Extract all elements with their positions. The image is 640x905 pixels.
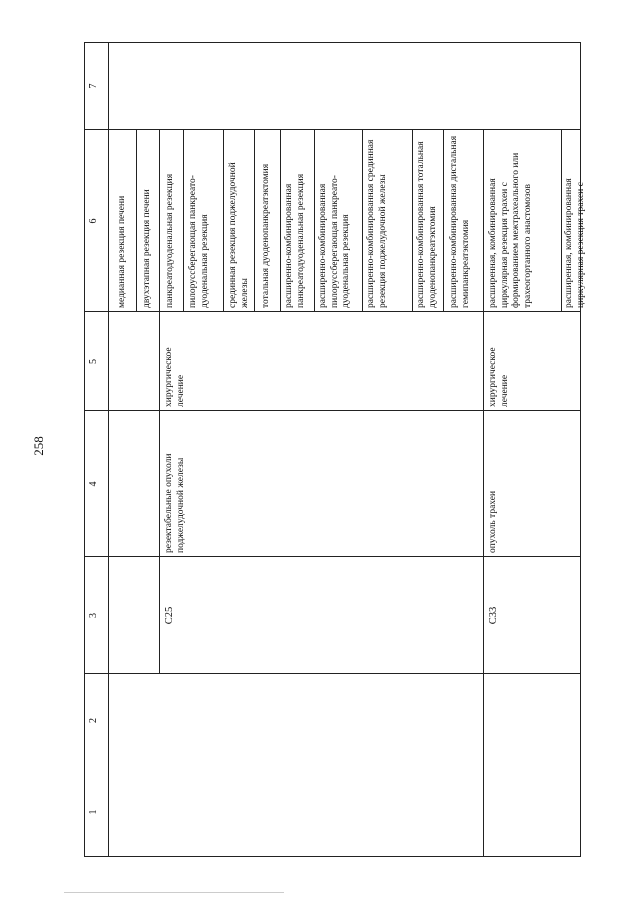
row-separator	[254, 130, 255, 312]
page-number: 258	[31, 436, 46, 456]
method-cell: пилоруссберегающая панкреато-дуоденальная резекция	[188, 175, 210, 308]
header-col-7: 7	[88, 83, 99, 89]
table-border-left	[84, 856, 581, 857]
row-separator	[314, 130, 315, 312]
row-separator	[362, 130, 363, 312]
header-col-1: 1	[88, 809, 99, 815]
row-separator	[280, 130, 281, 312]
method-cell: расширенно-комбинированная срединная резекция поджелудочной железы	[366, 139, 388, 308]
method-cell: двухэтапная резекция печени	[142, 189, 152, 308]
rotated-table	[84, 42, 586, 857]
row-separator	[183, 130, 184, 312]
treatment-cell: хирургическое лечение	[164, 347, 186, 407]
method-cell: расширенно-комбинированная панкреатодуоденальная резекция	[284, 173, 306, 308]
header-col-2: 2	[88, 718, 99, 723]
column-separator	[108, 673, 581, 674]
header-col-4: 4	[88, 481, 99, 487]
method-cell: расширенная, комбинированная циркулярная резекция трахеи с	[564, 178, 586, 308]
code-cell: C25	[164, 606, 175, 625]
method-cell: расширенно-комбинированная тотальная дуоденопанкреатэктомия	[416, 141, 438, 308]
code-cell: C33	[488, 606, 499, 625]
diagnosis-cell: резектабельные опухоли поджелудочной железы	[164, 453, 186, 553]
header-col-5: 5	[88, 359, 99, 364]
method-cell: панкреатодуоденальная резекция	[165, 173, 175, 308]
header-separator	[108, 42, 109, 857]
treatment-cell: хирургическое лечение	[488, 347, 510, 407]
header-col-6: 6	[88, 218, 99, 224]
method-cell: срединная резекция поджелудочной железы	[228, 162, 250, 308]
table-border-right	[84, 42, 581, 43]
row-separator	[443, 130, 444, 312]
row-separator	[159, 130, 160, 674]
row-separator	[136, 130, 137, 312]
row-separator	[223, 130, 224, 312]
method-cell: расширенная, комбинированная циркулярная резекция трахеи с формированием межтрахеального или трахеогортанного анастомозов	[488, 152, 533, 308]
header-col-3: 3	[88, 613, 99, 618]
row-separator	[483, 130, 484, 857]
row-separator	[561, 130, 562, 312]
method-cell: медианная резекция печени	[117, 195, 127, 308]
method-cell: расширенно-комбинированная пилоруссберегающая панкреато-дуоденальная резекция	[318, 175, 352, 308]
table-border-top	[84, 42, 85, 857]
method-cell: тотальная дуоденопанкреатэктомия	[261, 163, 271, 308]
diagnosis-cell: опухоль трахеи	[488, 490, 498, 553]
scan-artifact-line	[64, 892, 284, 893]
method-cell: расширенно-комбинированная дистальная гемипанкреатэктомия	[449, 135, 471, 308]
row-separator	[412, 130, 413, 312]
